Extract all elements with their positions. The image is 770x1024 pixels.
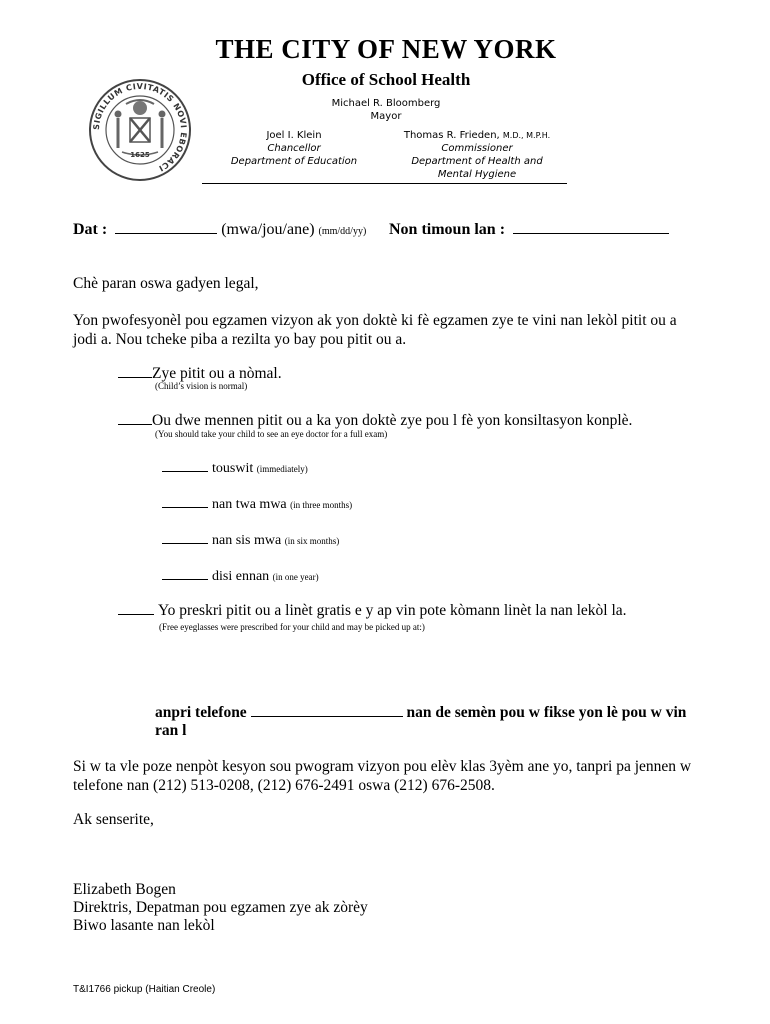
sub-option-label: touswit [212,461,254,476]
phone-instruction [155,704,695,740]
office-name: Office of School Health [301,70,471,89]
option-exam-text: Ou dwe mennen pitit ou a ka yon doktè zye pou l fè yon konsiltasyon konplè. [152,412,633,429]
sub-option-immediately [162,459,308,477]
sub-option-checkbox[interactable] [162,531,208,544]
option-glasses-en: (Free eyeglasses were prescribed for your child and may be picked up at:) [159,622,425,632]
sub-option-label: nan twa mwa [212,497,287,512]
official-2-title: Commissioner [441,143,513,154]
mayor-name: Michael R. Bloomberg [331,98,441,109]
date-field[interactable] [115,221,217,234]
option-exam [118,412,632,430]
official-2-block [386,129,568,181]
sub-option-en: (in six months) [284,536,340,546]
option-exam-checkbox[interactable] [118,412,152,425]
seal-text: SIGILLUM CIVITATIS NOVI EBORACI [91,81,189,174]
date-format-en: (mm/dd/yy) [318,226,367,237]
option-glasses [118,602,627,620]
sub-option-six-months [162,531,339,549]
official-1-title: Chancellor [267,143,321,154]
child-name-field[interactable] [513,221,669,234]
questions-line-1: Si w ta vle poze nenpòt kesyon sou pwogram vizyon pou elèv klas 3yèm ane yo, tanpri pa jennen w [73,758,692,775]
closing: Ak senserite, [73,811,154,828]
option-exam-en: (You should take your child to see an eye doctor for a full exam) [155,429,388,439]
city-seal [88,78,192,182]
official-2-name: Thomas R. Frieden, [403,130,500,141]
official-2-name-line [386,129,568,142]
official-2-dept-line1: Department of Health and [411,156,543,167]
signer-title: Direktris, Depatman pou egzamen zye ak zòrèy [73,899,368,916]
phone-suffix-2: ran l [155,722,187,739]
questions-line-2: telefone nan (212) 513-0208, (212) 676-2491 oswa (212) 676-2508. [73,777,495,794]
sub-option-en: (in three months) [290,500,353,510]
questions-paragraph [73,757,713,795]
official-1-block [214,129,374,168]
sub-option-checkbox[interactable] [162,567,208,580]
sub-option-en: (in one year) [272,572,319,582]
intro-line-2: jodi a. Nou tcheke piba a rezilta yo bay pou pitit ou a. [73,331,407,348]
phone-suffix: nan de semèn pou w fikse yon lè pou w vin [406,704,687,721]
child-name-row [389,221,669,239]
official-2-dept-line2: Mental Hygiene [437,169,517,180]
phone-field[interactable] [251,704,403,717]
sub-option-one-year [162,567,319,585]
signer-office: Biwo lasante nan lekòl [73,917,215,934]
sub-option-three-months [162,495,352,513]
page-title: THE CITY OF NEW YORK [215,34,557,64]
mayor-block [250,97,522,123]
child-name-label: Non timoun lan : [389,221,506,238]
option-normal-en: (Child’s vision is normal) [155,381,248,391]
option-normal-text: Zye pitit ou a nòmal. [152,365,282,382]
option-normal-checkbox[interactable] [118,365,152,378]
sub-option-checkbox[interactable] [162,495,208,508]
signer-name: Elizabeth Bogen [73,881,176,898]
date-label: Dat : [73,221,108,238]
header-divider [202,183,567,184]
intro-paragraph [73,311,713,349]
intro-line-1: Yon pwofesyonèl pou egzamen vizyon ak yon doktè ki fè egzamen zye te vini nan lekòl pitit ou a [73,312,677,329]
phone-prefix: anpri telefone [155,704,247,721]
date-row [73,221,366,239]
sub-option-label: disi ennan [212,569,270,584]
official-2-credentials: M.D., M.P.H. [502,131,551,140]
sub-option-en: (immediately) [256,464,308,474]
sub-option-label: nan sis mwa [212,533,282,548]
signature-block [73,881,368,935]
official-1-name: Joel I. Klein [266,130,322,141]
seal-year: 1625 [130,151,150,159]
option-glasses-checkbox[interactable] [118,602,154,615]
mayor-title: Mayor [370,111,402,122]
option-glasses-text: Yo preskri pitit ou a linèt gratis e y ap vin pote kòmann linèt la nan lekòl la. [158,602,627,619]
official-1-dept: Department of Education [230,156,358,167]
sub-option-checkbox[interactable] [162,459,208,472]
greeting: Chè paran oswa gadyen legal, [73,275,259,292]
form-code: T&I1766 pickup (Haitian Creole) [73,984,216,995]
date-format: (mwa/jou/ane) [221,221,315,238]
